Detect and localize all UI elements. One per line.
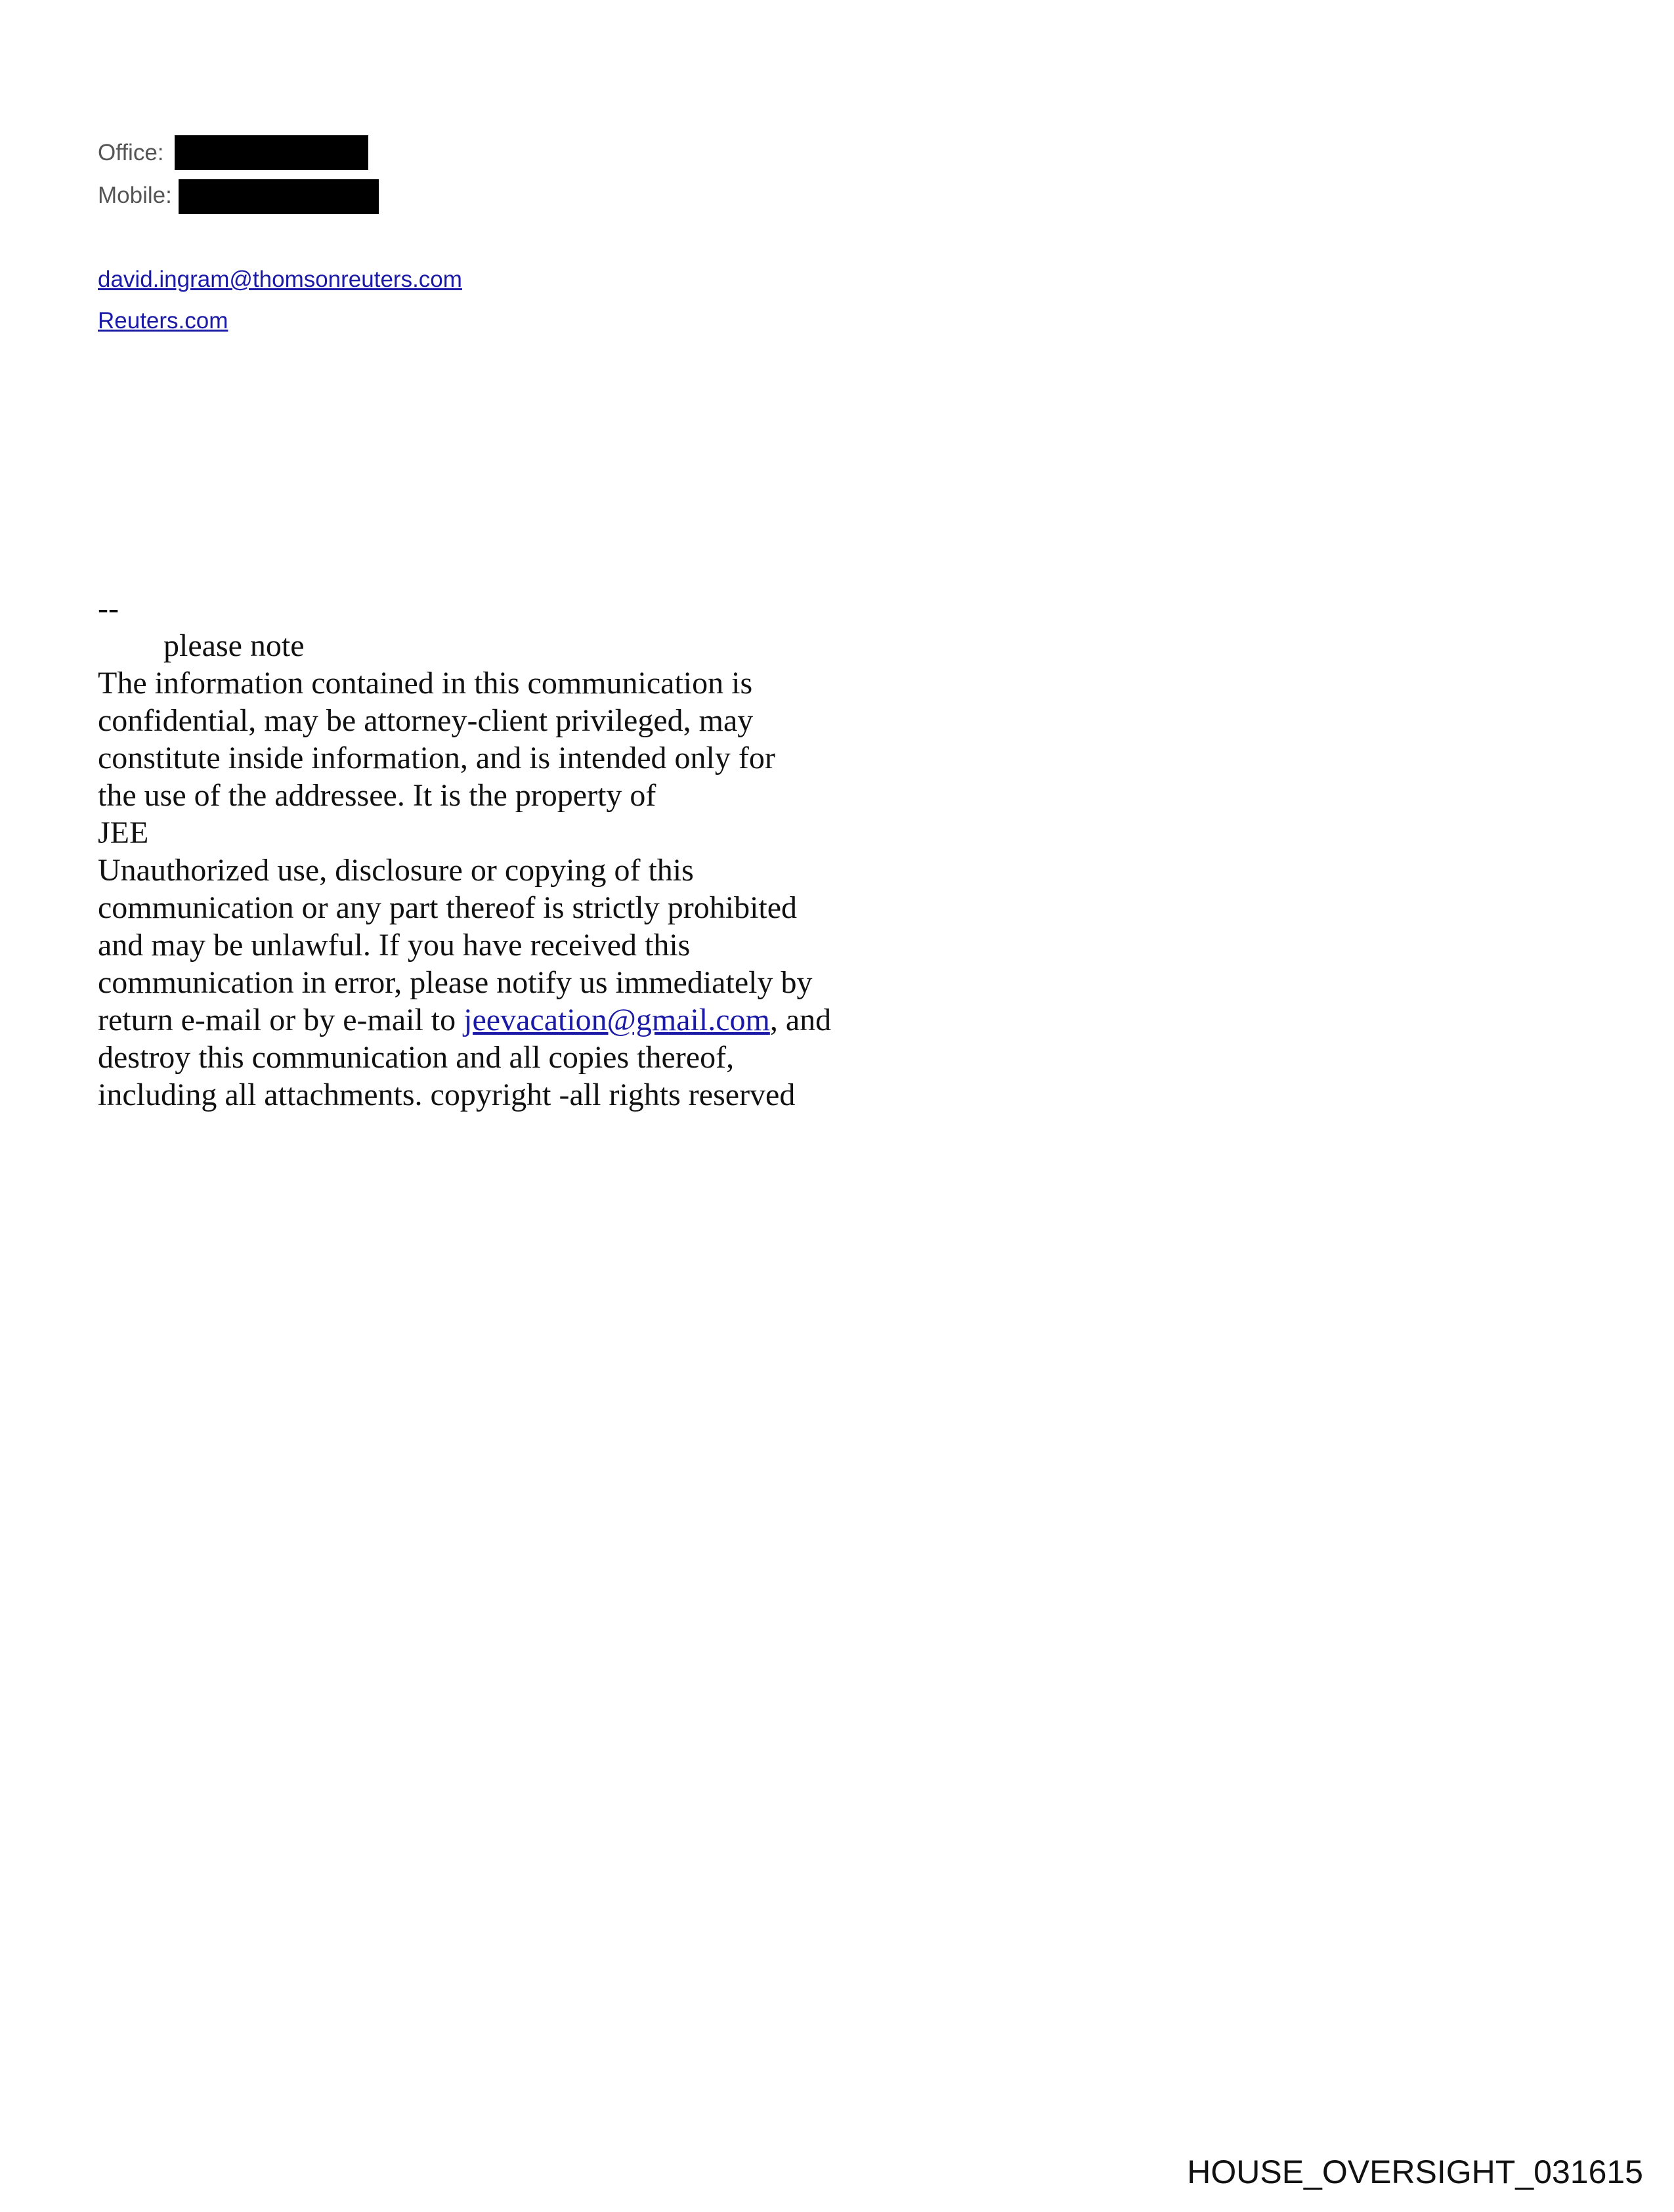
signature-email-link[interactable]: david.ingram@thomsonreuters.com (98, 267, 462, 292)
confidentiality-disclaimer (98, 590, 831, 1114)
mobile-label: Mobile: (98, 183, 172, 208)
redacted-office-number (175, 135, 368, 170)
redacted-mobile-number (179, 179, 379, 214)
disclaimer-line: the use of the addressee. It is the property of (98, 778, 656, 813)
bates-number: HOUSE_OVERSIGHT_031615 (1187, 2154, 1643, 2190)
disclaimer-line: including all attachments. copyright -all rights reserved (98, 1077, 796, 1112)
disclaimer-heading: please note (163, 628, 305, 663)
disclaimer-line: communication or any part thereof is strictly prohibited (98, 890, 798, 925)
disclaimer-line: Unauthorized use, disclosure or copying of this (98, 853, 694, 888)
disclaimer-line: communication in error, please notify us immediately by (98, 965, 813, 1000)
disclaimer-line: constitute inside information, and is intended only for (98, 741, 775, 775)
return-line-prefix: return e-mail or by e-mail to (98, 1003, 464, 1037)
signature-site-link[interactable]: Reuters.com (98, 308, 228, 334)
disclaimer-return-line (98, 1001, 831, 1039)
office-label: Office: (98, 140, 164, 165)
separator: -- (98, 591, 119, 626)
disclaimer-line: and may be unlawful. If you have received this (98, 928, 691, 963)
return-line-suffix: , and (769, 1003, 832, 1037)
disclaimer-line: The information contained in this communication is (98, 666, 753, 701)
jeevacation-email-link[interactable]: jeevacation@gmail.com (463, 1003, 770, 1037)
disclaimer-line: destroy this communication and all copies thereof, (98, 1040, 735, 1075)
disclaimer-line: confidential, may be attorney-client privileged, may (98, 703, 754, 738)
disclaimer-line: JEE (98, 815, 149, 850)
